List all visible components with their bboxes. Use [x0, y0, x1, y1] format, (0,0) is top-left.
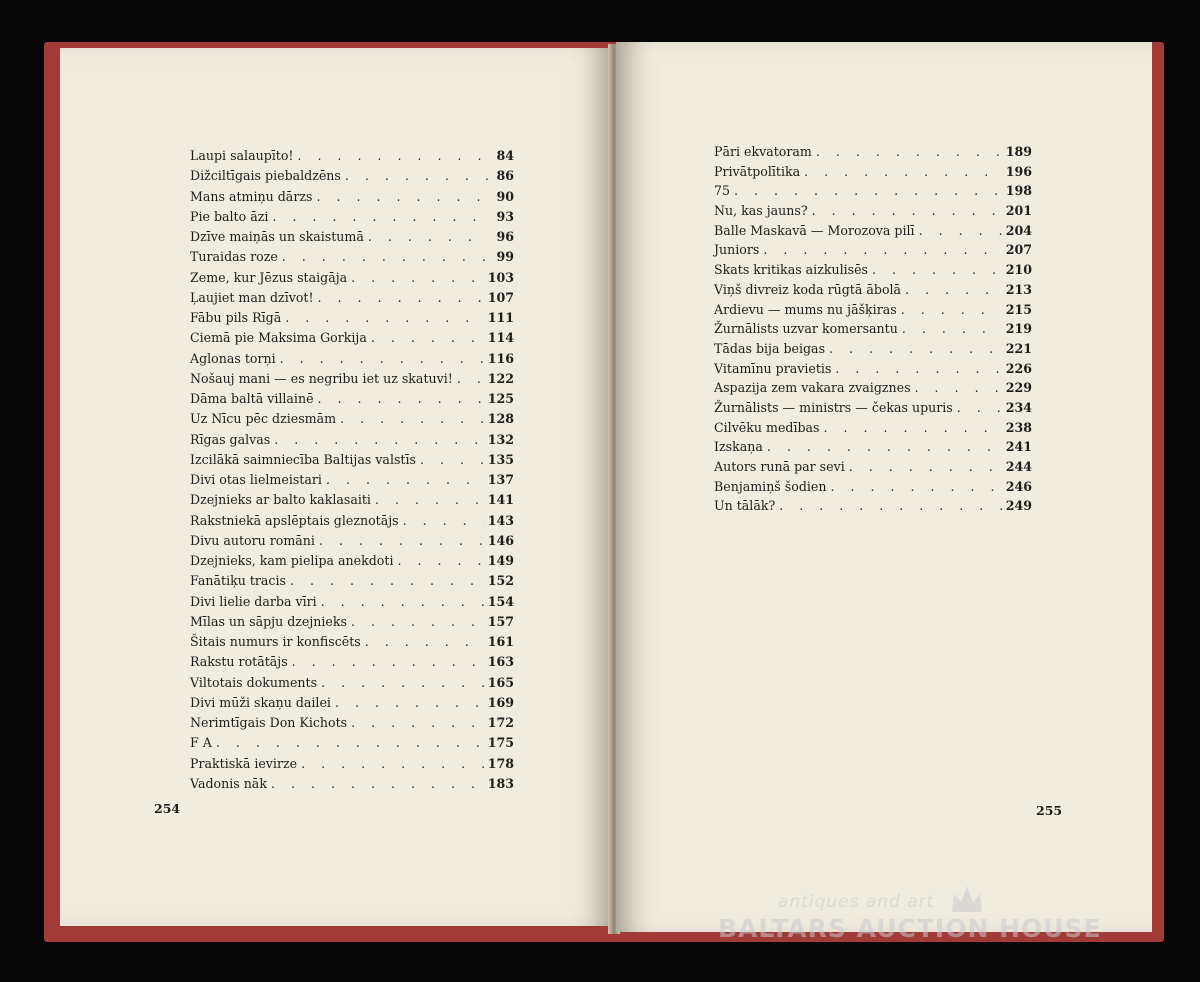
toc-entry — [714, 223, 1032, 243]
toc-leader-dots — [824, 420, 1002, 435]
toc-leader-dots — [829, 341, 1002, 356]
toc-leader-dots — [901, 302, 1002, 317]
toc-entry — [190, 411, 514, 431]
toc-entry-page: 149 — [487, 553, 514, 568]
watermark-tagline: antiques and art — [778, 892, 935, 912]
toc-entry-page: 122 — [487, 370, 514, 386]
toc-entry-title: Vadonis nāk — [190, 775, 267, 791]
toc-entry — [190, 573, 514, 593]
toc-entry — [190, 614, 514, 634]
toc-leader-dots — [351, 270, 484, 285]
toc-entry-title: Un tālāk? — [714, 498, 776, 514]
toc-entry-page: 241 — [1005, 439, 1032, 455]
toc-entry-title: Dzejnieks, kam pielipa anekdoti — [190, 553, 394, 568]
toc-entry-title: Rakstniekā apslēptais gleznotājs — [190, 512, 399, 528]
toc-entry — [190, 249, 514, 269]
toc-entry-title: F A — [190, 735, 212, 751]
toc-leader-dots — [321, 594, 484, 609]
toc-entry-page: 169 — [487, 694, 514, 710]
toc-leader-dots — [365, 634, 484, 649]
toc-entry-page: 246 — [1005, 478, 1032, 494]
toc-leader-dots — [316, 189, 488, 204]
toc-entry — [190, 432, 514, 452]
toc-leader-dots — [301, 756, 484, 771]
right-page — [616, 42, 1152, 932]
toc-entry-page: 163 — [487, 654, 514, 670]
toc-entry-page: 90 — [496, 188, 514, 204]
toc-entry — [190, 472, 514, 492]
toc-entry-title: Žurnālists uzvar komersantu — [714, 321, 898, 337]
toc-entry — [714, 341, 1032, 361]
toc-entry-page: 178 — [487, 755, 514, 771]
toc-entry-page: 143 — [487, 512, 514, 528]
toc-entry — [190, 310, 514, 330]
toc-leader-dots — [420, 452, 484, 467]
toc-leader-dots — [335, 695, 484, 710]
toc-entry-page: 198 — [1005, 183, 1032, 199]
toc-entry-page: 165 — [487, 674, 514, 690]
watermark-brand: BALTARS AUCTION HOUSE — [718, 914, 1102, 943]
toc-entry-page: 161 — [487, 634, 514, 649]
toc-entry — [190, 391, 514, 411]
toc-entry-title: Divu autoru romāni — [190, 532, 315, 548]
toc-entry-page: 183 — [487, 775, 514, 791]
toc-entry — [190, 330, 514, 350]
toc-leader-dots — [368, 229, 488, 244]
toc-leader-dots — [319, 533, 484, 548]
toc-entry-title: Balle Maskavā — Morozova pilī — [714, 222, 915, 238]
toc-leader-dots — [285, 310, 483, 325]
toc-entry-title: Žurnālists — ministrs — čekas upuris — [714, 399, 953, 415]
toc-entry-title: Turaidas roze — [190, 249, 278, 265]
toc-leader-dots — [282, 249, 488, 264]
toc-entry — [190, 351, 514, 371]
toc-entry — [190, 168, 514, 188]
toc-entry — [714, 144, 1032, 164]
toc-entry — [714, 321, 1032, 341]
toc-entry-title: Vitamīnu pravietis — [714, 360, 832, 376]
toc-leader-dots — [272, 209, 488, 224]
toc-entry — [190, 634, 514, 654]
toc-entry — [190, 209, 514, 229]
toc-entry-page: 84 — [496, 148, 514, 163]
toc-entry-title: Viņš divreiz koda rūgtā ābolā — [714, 281, 902, 297]
toc-leader-dots — [321, 675, 484, 690]
toc-leader-dots — [849, 459, 1002, 474]
toc-entry — [190, 654, 514, 674]
toc-leader-dots — [271, 776, 484, 791]
toc-leader-dots — [403, 513, 484, 528]
toc-leader-dots — [397, 553, 483, 568]
toc-entry-title: Pāri ekvatoram — [714, 144, 812, 159]
toc-entry-title: Dižciltīgais piebaldzēns — [190, 168, 341, 184]
toc-leader-dots — [767, 439, 1002, 454]
toc-leader-dots — [318, 290, 484, 305]
toc-entry — [190, 715, 514, 735]
toc-entry-page: 96 — [496, 229, 514, 244]
left-page-number: 254 — [154, 801, 181, 816]
left-page — [60, 48, 612, 926]
toc-entry — [190, 553, 514, 573]
toc-entry-title: Izcilākā saimniecība Baltijas valstīs — [190, 451, 416, 467]
toc-leader-dots — [872, 262, 1002, 277]
toc-entry — [190, 675, 514, 695]
toc-entry — [190, 492, 514, 512]
toc-entry-title: Cilvēku medības — [714, 419, 820, 435]
toc-entry-page: 152 — [487, 573, 514, 589]
toc-entry-page: 175 — [487, 735, 514, 751]
toc-leader-dots — [298, 148, 489, 163]
toc-entry — [714, 203, 1032, 223]
toc-entry-page: 114 — [487, 330, 514, 346]
toc-entry-page: 93 — [496, 208, 514, 224]
toc-entry — [190, 229, 514, 249]
toc-entry — [190, 695, 514, 715]
toc-entry-title: Šitais numurs ir konfiscēts — [190, 634, 361, 649]
toc-entry — [190, 594, 514, 614]
toc-entry — [190, 513, 514, 533]
toc-entry-page: 86 — [496, 168, 514, 184]
toc-leader-dots — [763, 242, 1001, 257]
toc-entry — [190, 290, 514, 310]
toc-entry-title: Nu, kas jauns? — [714, 203, 808, 219]
toc-entry — [190, 452, 514, 472]
toc-entry-page: 201 — [1005, 203, 1032, 219]
toc-leader-dots — [340, 411, 484, 426]
toc-entry-title: Uz Nīcu pēc dziesmām — [190, 411, 337, 427]
toc-entry — [190, 270, 514, 290]
toc-entry-page: 213 — [1005, 281, 1032, 297]
toc-entry-title: Benjamiņš šodien — [714, 478, 827, 494]
toc-entry-page: 210 — [1005, 262, 1032, 278]
toc-entry — [714, 439, 1032, 459]
toc-entry-title: Nošauj mani — es negribu iet uz skatuvi! — [190, 370, 453, 386]
toc-entry-title: Rīgas galvas — [190, 431, 271, 447]
toc-entry-title: Ļaujiet man dzīvot! — [190, 289, 314, 305]
toc-leader-dots — [835, 361, 1001, 376]
toc-entry — [714, 183, 1032, 203]
toc-entry-title: 75 — [714, 183, 731, 199]
toc-entry-page: 219 — [1005, 321, 1032, 337]
toc-entry — [190, 735, 514, 755]
toc-entry-title: Pie balto āzi — [190, 208, 269, 224]
toc-leader-dots — [957, 400, 1002, 415]
toc-entry-title: Fanātiķu tracis — [190, 573, 286, 589]
toc-entry-page: 189 — [1005, 144, 1032, 159]
toc-entry — [190, 756, 514, 776]
toc-entry-page: 229 — [1005, 380, 1032, 396]
toc-leader-dots — [919, 223, 1002, 238]
toc-entry-page: 107 — [487, 289, 514, 305]
right-page-number: 255 — [1036, 803, 1063, 818]
toc-entry-page: 244 — [1005, 459, 1032, 474]
toc-entry — [714, 459, 1032, 479]
toc-entry-title: Privātpolītika — [714, 163, 801, 179]
toc-leader-dots — [812, 203, 1002, 218]
toc-leader-dots — [375, 492, 484, 507]
toc-leader-dots — [830, 479, 1001, 494]
toc-entry-page: 157 — [487, 613, 514, 629]
toc-entry-title: Ciemā pie Maksima Gorkija — [190, 330, 367, 346]
toc-entry-page: 238 — [1005, 419, 1032, 435]
toc-entry — [714, 498, 1032, 518]
toc-entry-page: 146 — [487, 532, 514, 548]
toc-entry-page: 128 — [487, 411, 514, 427]
toc-entry — [714, 479, 1032, 499]
toc-entry-page: 116 — [487, 350, 514, 366]
toc-leader-dots — [779, 498, 1001, 513]
toc-entry-title: Dzejnieks ar balto kaklasaiti — [190, 492, 371, 508]
toc-entry-page: 221 — [1005, 340, 1032, 356]
toc-entry — [714, 164, 1032, 184]
toc-entry-page: 132 — [487, 431, 514, 447]
toc-entry-title: Laupi salaupīto! — [190, 148, 294, 163]
toc-entry-page: 226 — [1005, 360, 1032, 376]
toc-entry-page: 125 — [487, 391, 514, 406]
toc-leader-dots — [290, 573, 484, 588]
toc-entry-title: Skats kritikas aizkulisēs — [714, 262, 869, 278]
toc-entry-title: Praktiskā ievirze — [190, 755, 298, 771]
toc-entry-title: Autors runā par sevi — [714, 459, 845, 474]
toc-entry-page: 154 — [487, 593, 514, 609]
toc-entry-title: Dāma baltā villainē — [190, 391, 314, 406]
toc-entry-page: 172 — [487, 715, 514, 730]
toc-entry-page: 204 — [1005, 222, 1032, 238]
toc-entry-title: Viltotais dokuments — [190, 674, 318, 690]
toc-leader-dots — [351, 715, 484, 730]
toc-entry-page: 137 — [487, 472, 514, 487]
toc-entry — [714, 400, 1032, 420]
toc-entry — [190, 776, 514, 796]
toc-entry-page: 141 — [487, 492, 514, 508]
toc-entry-title: Izskaņa — [714, 439, 763, 455]
toc-entry-title: Dzīve maiņās un skaistumā — [190, 229, 364, 244]
toc-leader-dots — [816, 144, 1002, 159]
toc-entry-title: Mans atmiņu dārzs — [190, 188, 313, 204]
toc-leader-dots — [734, 183, 1002, 198]
toc-entry-title: Mīlas un sāpju dzejnieks — [190, 613, 347, 629]
toc-leader-dots — [915, 380, 1002, 395]
toc-entry-page: 99 — [496, 249, 514, 265]
toc-entry-title: Rakstu rotātājs — [190, 654, 288, 670]
toc-entry-page: 234 — [1005, 399, 1032, 415]
toc-leader-dots — [345, 168, 488, 183]
toc-leader-dots — [326, 472, 484, 487]
toc-entry-title: Nerimtīgais Don Kichots — [190, 715, 348, 730]
toc-entry-title: Ardievu — mums nu jāšķiras — [714, 301, 897, 317]
toc-entry-title: Divi mūži skaņu dailei — [190, 694, 331, 710]
toc-leader-dots — [902, 321, 1002, 336]
toc-leader-dots — [318, 391, 484, 406]
right-toc-list — [714, 144, 1032, 518]
toc-entry — [714, 282, 1032, 302]
toc-entry — [190, 533, 514, 553]
toc-entry — [714, 420, 1032, 440]
toc-entry-title: Divi otas lielmeistari — [190, 472, 322, 487]
toc-entry-title: Juniors — [714, 242, 760, 258]
toc-entry — [714, 302, 1032, 322]
toc-entry — [714, 262, 1032, 282]
toc-entry-title: Tādas bija beigas — [714, 340, 826, 356]
toc-entry — [714, 242, 1032, 262]
toc-entry — [714, 380, 1032, 400]
toc-entry — [190, 189, 514, 209]
toc-entry-page: 103 — [487, 269, 514, 285]
toc-leader-dots — [216, 735, 484, 750]
toc-leader-dots — [457, 371, 484, 386]
toc-entry-title: Zeme, kur Jēzus staigāja — [190, 269, 348, 285]
toc-entry — [190, 148, 514, 168]
toc-entry-page: 249 — [1005, 498, 1032, 514]
toc-entry-page: 215 — [1005, 301, 1032, 317]
toc-entry-title: Divi lielie darba vīri — [190, 593, 317, 609]
toc-leader-dots — [351, 614, 484, 629]
toc-entry — [714, 361, 1032, 381]
toc-leader-dots — [274, 432, 483, 447]
toc-leader-dots — [280, 351, 484, 366]
toc-leader-dots — [371, 330, 484, 345]
toc-entry-page: 207 — [1005, 242, 1032, 258]
toc-leader-dots — [292, 654, 484, 669]
toc-leader-dots — [905, 282, 1002, 297]
toc-entry-page: 111 — [487, 310, 514, 325]
toc-entry-page: 196 — [1005, 163, 1032, 179]
toc-entry-title: Fābu pils Rīgā — [190, 310, 282, 325]
toc-entry-title: Aglonas torņi — [190, 350, 276, 366]
toc-entry-title: Aspazija zem vakara zvaigznes — [714, 380, 911, 396]
left-toc-list — [190, 148, 514, 796]
toc-entry-page: 135 — [487, 451, 514, 467]
toc-entry — [190, 371, 514, 391]
toc-leader-dots — [804, 164, 1002, 179]
